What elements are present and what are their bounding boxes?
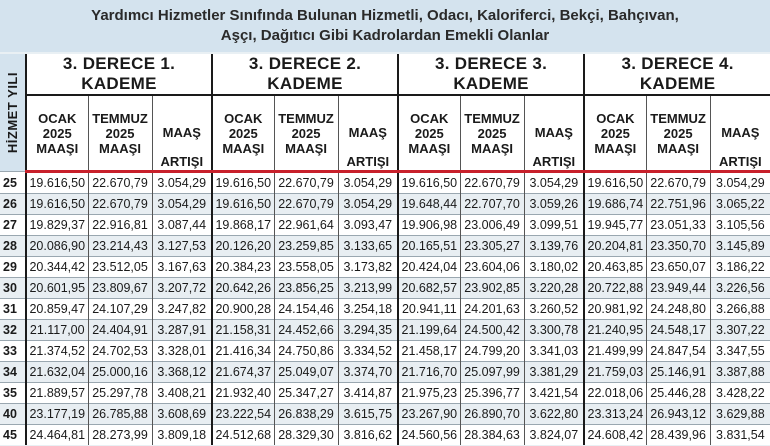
- sub-header-line: 2025: [291, 125, 321, 141]
- salary-cell-temmuz: 23.006,49: [460, 215, 524, 236]
- salary-cell-temmuz: 24.452,66: [274, 320, 338, 341]
- salary-cell-temmuz: 25.049,07: [274, 362, 338, 383]
- salary-cell-temmuz: 23.949,44: [646, 278, 710, 299]
- salary-cell-ocak: 19.945,77: [584, 215, 646, 236]
- sub-header-temmuz: [460, 95, 524, 172]
- salary-cell-artis: 3.824,07: [524, 425, 584, 446]
- salary-cell-temmuz: 24.154,46: [274, 299, 338, 320]
- salary-cell-ocak: 20.900,28: [212, 299, 274, 320]
- salary-cell-ocak: 24.512,68: [212, 425, 274, 446]
- salary-cell-ocak: 21.374,52: [26, 341, 88, 362]
- year-cell: 30: [0, 278, 26, 299]
- salary-cell-ocak: 19.906,98: [398, 215, 460, 236]
- salary-cell-temmuz: 23.512,05: [88, 257, 152, 278]
- sub-header-line: TEMMUZ: [464, 110, 520, 126]
- salary-cell-artis: 3.167,63: [152, 257, 212, 278]
- salary-cell-ocak: 20.859,47: [26, 299, 88, 320]
- salary-cell-artis: 3.054,29: [152, 172, 212, 194]
- sub-header-artis: [710, 95, 770, 172]
- salary-cell-temmuz: 24.702,53: [88, 341, 152, 362]
- sub-header-line: 2025: [477, 125, 507, 141]
- group-header-kademe-3: 3. DERECE 3. KADEME: [398, 54, 584, 95]
- salary-cell-ocak: 20.165,51: [398, 236, 460, 257]
- table-row: [0, 172, 770, 194]
- salary-cell-artis: 3.099,51: [524, 215, 584, 236]
- salary-cell-artis: 3.408,21: [152, 383, 212, 404]
- table-row: [0, 257, 770, 278]
- salary-cell-artis: 3.220,28: [524, 278, 584, 299]
- salary-cell-temmuz: 25.297,78: [88, 383, 152, 404]
- salary-cell-ocak: 23.222,54: [212, 404, 274, 425]
- salary-cell-artis: 3.213,99: [338, 278, 398, 299]
- salary-cell-artis: 3.139,76: [524, 236, 584, 257]
- salary-cell-temmuz: 25.396,77: [460, 383, 524, 404]
- sub-header-line: MAAŞI: [222, 140, 265, 156]
- salary-cell-temmuz: 22.670,79: [646, 172, 710, 194]
- salary-cell-artis: 3.368,12: [152, 362, 212, 383]
- salary-cell-artis: 3.414,87: [338, 383, 398, 404]
- salary-cell-temmuz: 23.305,27: [460, 236, 524, 257]
- sub-header-line: 2025: [663, 125, 693, 141]
- salary-cell-artis: 3.328,01: [152, 341, 212, 362]
- table-row: [0, 404, 770, 425]
- salary-cell-temmuz: 23.902,85: [460, 278, 524, 299]
- salary-cell-ocak: 21.117,00: [26, 320, 88, 341]
- salary-cell-ocak: 19.616,50: [212, 194, 274, 215]
- sub-header-line: MAAŞ: [162, 125, 201, 140]
- sub-header-line: OCAK: [38, 110, 77, 126]
- salary-cell-artis: 3.254,18: [338, 299, 398, 320]
- salary-cell-artis: 3.180,02: [524, 257, 584, 278]
- table-row: [0, 236, 770, 257]
- table-row: [0, 362, 770, 383]
- sub-header-line: TEMMUZ: [278, 110, 334, 126]
- sub-header-line: OCAK: [410, 110, 449, 126]
- salary-cell-ocak: 20.204,81: [584, 236, 646, 257]
- salary-cell-temmuz: 22.670,79: [460, 172, 524, 194]
- salary-cell-artis: 3.054,29: [152, 194, 212, 215]
- salary-cell-artis: 3.093,47: [338, 215, 398, 236]
- year-cell: 29: [0, 257, 26, 278]
- table-body: [0, 172, 770, 446]
- salary-cell-artis: 3.054,29: [338, 172, 398, 194]
- year-cell: 45: [0, 425, 26, 446]
- salary-cell-temmuz: 23.214,43: [88, 236, 152, 257]
- salary-cell-temmuz: 24.201,63: [460, 299, 524, 320]
- salary-cell-ocak: 19.616,50: [584, 172, 646, 194]
- sub-header-line: MAAŞ: [721, 125, 760, 140]
- salary-cell-temmuz: 23.604,06: [460, 257, 524, 278]
- salary-cell-temmuz: 23.558,05: [274, 257, 338, 278]
- salary-cell-temmuz: 24.548,17: [646, 320, 710, 341]
- salary-cell-artis: 3.307,22: [710, 320, 770, 341]
- table-row: [0, 341, 770, 362]
- salary-cell-temmuz: 24.750,86: [274, 341, 338, 362]
- group-header-row: [0, 54, 770, 95]
- salary-cell-artis: 3.294,35: [338, 320, 398, 341]
- salary-cell-temmuz: 25.446,28: [646, 383, 710, 404]
- salary-cell-ocak: 19.648,44: [398, 194, 460, 215]
- sub-header-ocak: [26, 95, 88, 172]
- salary-cell-artis: 3.287,91: [152, 320, 212, 341]
- salary-cell-ocak: 21.889,57: [26, 383, 88, 404]
- salary-cell-ocak: 21.199,64: [398, 320, 460, 341]
- sub-header-line: TEMMUZ: [92, 110, 148, 126]
- sub-header-line: ARTIŞI: [719, 154, 762, 169]
- salary-cell-temmuz: 22.707,70: [460, 194, 524, 215]
- year-column-header: [0, 54, 26, 172]
- salary-cell-ocak: 23.177,19: [26, 404, 88, 425]
- sub-header-line: 2025: [228, 125, 258, 141]
- table-row: [0, 299, 770, 320]
- sub-header-artis: [152, 95, 212, 172]
- salary-cell-ocak: 21.416,34: [212, 341, 274, 362]
- salary-cell-artis: 3.816,62: [338, 425, 398, 446]
- table-row: [0, 215, 770, 236]
- sub-header-ocak: [398, 95, 460, 172]
- sub-header-line: 2025: [600, 125, 630, 141]
- salary-cell-temmuz: 24.500,42: [460, 320, 524, 341]
- title-block: [0, 0, 770, 52]
- salary-cell-temmuz: 22.961,64: [274, 215, 338, 236]
- salary-cell-artis: 3.054,29: [524, 172, 584, 194]
- sub-header-line: OCAK: [596, 110, 635, 126]
- salary-cell-temmuz: 23.259,85: [274, 236, 338, 257]
- sub-header-line: MAAŞI: [657, 140, 700, 156]
- salary-cell-temmuz: 23.809,67: [88, 278, 152, 299]
- table-row: [0, 194, 770, 215]
- salary-cell-temmuz: 24.847,54: [646, 341, 710, 362]
- salary-cell-temmuz: 26.890,70: [460, 404, 524, 425]
- sub-header-line: MAAŞ: [348, 125, 387, 140]
- sub-header-ocak: [584, 95, 646, 172]
- salary-cell-temmuz: 28.439,96: [646, 425, 710, 446]
- salary-cell-ocak: 19.686,74: [584, 194, 646, 215]
- year-cell: 35: [0, 383, 26, 404]
- salary-cell-temmuz: 22.670,79: [274, 172, 338, 194]
- salary-cell-artis: 3.173,82: [338, 257, 398, 278]
- salary-cell-ocak: 21.158,31: [212, 320, 274, 341]
- salary-cell-artis: 3.059,26: [524, 194, 584, 215]
- salary-cell-temmuz: 25.146,91: [646, 362, 710, 383]
- salary-cell-artis: 3.421,54: [524, 383, 584, 404]
- salary-cell-ocak: 20.463,85: [584, 257, 646, 278]
- sub-header-line: 2025: [105, 125, 135, 141]
- salary-cell-ocak: 19.616,50: [212, 172, 274, 194]
- salary-cell-ocak: 23.313,24: [584, 404, 646, 425]
- salary-cell-artis: 3.247,82: [152, 299, 212, 320]
- salary-cell-ocak: 19.616,50: [26, 194, 88, 215]
- salary-cell-artis: 3.334,52: [338, 341, 398, 362]
- sub-header-line: MAAŞI: [471, 140, 513, 156]
- salary-cell-artis: 3.341,03: [524, 341, 584, 362]
- salary-cell-temmuz: 26.785,88: [88, 404, 152, 425]
- salary-cell-ocak: 22.018,06: [584, 383, 646, 404]
- sub-header-temmuz: [274, 95, 338, 172]
- salary-cell-temmuz: 26.838,29: [274, 404, 338, 425]
- salary-cell-temmuz: 23.051,33: [646, 215, 710, 236]
- salary-cell-ocak: 24.560,56: [398, 425, 460, 446]
- sub-header-line: 2025: [414, 125, 444, 141]
- salary-cell-temmuz: 24.404,91: [88, 320, 152, 341]
- salary-cell-ocak: 20.384,23: [212, 257, 274, 278]
- salary-cell-temmuz: 28.329,30: [274, 425, 338, 446]
- salary-cell-artis: 3.105,56: [710, 215, 770, 236]
- year-cell: 27: [0, 215, 26, 236]
- group-header-kademe-1: 3. DERECE 1. KADEME: [26, 54, 212, 95]
- salary-cell-temmuz: 24.107,29: [88, 299, 152, 320]
- salary-cell-ocak: 21.240,95: [584, 320, 646, 341]
- sub-header-line: MAAŞI: [594, 140, 637, 156]
- salary-cell-artis: 3.065,22: [710, 194, 770, 215]
- salary-cell-artis: 3.054,29: [338, 194, 398, 215]
- salary-cell-temmuz: 26.943,12: [646, 404, 710, 425]
- table-row: [0, 425, 770, 446]
- salary-cell-artis: 3.629,88: [710, 404, 770, 425]
- salary-cell-ocak: 20.941,11: [398, 299, 460, 320]
- salary-cell-artis: 3.622,80: [524, 404, 584, 425]
- year-cell: 31: [0, 299, 26, 320]
- salary-cell-ocak: 19.616,50: [26, 172, 88, 194]
- sub-header-line: ARTIŞI: [160, 154, 204, 169]
- salary-cell-temmuz: 24.248,80: [646, 299, 710, 320]
- salary-cell-temmuz: 28.273,99: [88, 425, 152, 446]
- salary-cell-temmuz: 22.670,79: [274, 194, 338, 215]
- table-row: [0, 320, 770, 341]
- salary-cell-artis: 3.207,72: [152, 278, 212, 299]
- salary-cell-artis: 3.374,70: [338, 362, 398, 383]
- salary-cell-artis: 3.145,89: [710, 236, 770, 257]
- salary-cell-artis: 3.226,56: [710, 278, 770, 299]
- salary-cell-ocak: 19.616,50: [398, 172, 460, 194]
- salary-cell-ocak: 21.632,04: [26, 362, 88, 383]
- sub-header-artis: [524, 95, 584, 172]
- sub-header-artis: [338, 95, 398, 172]
- sub-header-line: MAAŞI: [285, 140, 327, 156]
- salary-cell-temmuz: 23.856,25: [274, 278, 338, 299]
- salary-cell-artis: 3.809,18: [152, 425, 212, 446]
- salary-cell-ocak: 21.716,70: [398, 362, 460, 383]
- salary-cell-ocak: 20.344,42: [26, 257, 88, 278]
- salary-cell-temmuz: 22.916,81: [88, 215, 152, 236]
- salary-cell-artis: 3.428,22: [710, 383, 770, 404]
- salary-cell-temmuz: 24.799,20: [460, 341, 524, 362]
- sub-header-line: MAAŞI: [99, 140, 141, 156]
- sub-header-line: ARTIŞI: [532, 154, 576, 169]
- sub-header-ocak: [212, 95, 274, 172]
- salary-cell-artis: 3.387,88: [710, 362, 770, 383]
- salary-cell-temmuz: 25.000,16: [88, 362, 152, 383]
- sub-header-temmuz: [88, 95, 152, 172]
- salary-cell-temmuz: 28.384,63: [460, 425, 524, 446]
- table-row: [0, 383, 770, 404]
- salary-cell-temmuz: 22.670,79: [88, 194, 152, 215]
- sub-header-line: OCAK: [224, 110, 263, 126]
- salary-cell-ocak: 21.499,99: [584, 341, 646, 362]
- salary-cell-ocak: 20.086,90: [26, 236, 88, 257]
- salary-cell-ocak: 24.464,81: [26, 425, 88, 446]
- salary-cell-artis: 3.347,55: [710, 341, 770, 362]
- salary-cell-temmuz: 25.097,99: [460, 362, 524, 383]
- year-cell: 32: [0, 320, 26, 341]
- salary-cell-ocak: 20.682,57: [398, 278, 460, 299]
- salary-cell-ocak: 20.981,92: [584, 299, 646, 320]
- salary-cell-artis: 3.133,65: [338, 236, 398, 257]
- salary-cell-artis: 3.381,29: [524, 362, 584, 383]
- salary-cell-ocak: 21.458,17: [398, 341, 460, 362]
- salary-cell-temmuz: 22.670,79: [88, 172, 152, 194]
- year-cell: 25: [0, 172, 26, 194]
- group-header-kademe-2: 3. DERECE 2. KADEME: [212, 54, 398, 95]
- sub-header-line: MAAŞI: [36, 140, 79, 156]
- year-cell: 33: [0, 341, 26, 362]
- title-line-2: Aşçı, Dağıtıcı Gibi Kadrolardan Emekli Olanlar: [220, 27, 550, 44]
- year-header-label: HİZMET YILI: [5, 71, 20, 154]
- year-cell: 34: [0, 362, 26, 383]
- title-line-1: Yardımcı Hizmetler Sınıfında Bulunan Hizmetli, Odacı, Kaloriferci, Bekçi, Bahçıvan,: [91, 7, 679, 24]
- salary-cell-ocak: 20.424,04: [398, 257, 460, 278]
- sub-header-line: TEMMUZ: [650, 110, 706, 126]
- salary-cell-artis: 3.054,29: [710, 172, 770, 194]
- salary-cell-temmuz: 23.650,07: [646, 257, 710, 278]
- salary-cell-artis: 3.831,54: [710, 425, 770, 446]
- salary-cell-temmuz: 22.751,96: [646, 194, 710, 215]
- salary-cell-artis: 3.266,88: [710, 299, 770, 320]
- salary-cell-ocak: 19.829,37: [26, 215, 88, 236]
- sub-header-line: ARTIŞI: [346, 154, 390, 169]
- year-cell: 26: [0, 194, 26, 215]
- salary-cell-ocak: 21.932,40: [212, 383, 274, 404]
- salary-cell-ocak: 19.868,17: [212, 215, 274, 236]
- sub-header-line: MAAŞI: [408, 140, 451, 156]
- salary-cell-artis: 3.127,53: [152, 236, 212, 257]
- salary-cell-artis: 3.300,78: [524, 320, 584, 341]
- salary-cell-artis: 3.608,69: [152, 404, 212, 425]
- salary-cell-ocak: 21.975,23: [398, 383, 460, 404]
- salary-cell-temmuz: 23.350,70: [646, 236, 710, 257]
- salary-cell-ocak: 24.608,42: [584, 425, 646, 446]
- sub-header-line: MAAŞ: [534, 125, 573, 140]
- salary-cell-ocak: 20.642,26: [212, 278, 274, 299]
- salary-cell-temmuz: 25.347,27: [274, 383, 338, 404]
- table-row: [0, 278, 770, 299]
- salary-cell-ocak: 21.759,03: [584, 362, 646, 383]
- sub-header-line: 2025: [42, 125, 72, 141]
- salary-cell-ocak: 21.674,37: [212, 362, 274, 383]
- year-cell: 40: [0, 404, 26, 425]
- salary-table: [0, 54, 770, 445]
- salary-cell-artis: 3.615,75: [338, 404, 398, 425]
- year-cell: 28: [0, 236, 26, 257]
- salary-cell-ocak: 20.126,20: [212, 236, 274, 257]
- salary-cell-artis: 3.260,52: [524, 299, 584, 320]
- sub-header-row: [0, 95, 770, 172]
- group-header-kademe-4: 3. DERECE 4. KADEME: [584, 54, 770, 95]
- salary-cell-artis: 3.087,44: [152, 215, 212, 236]
- salary-cell-ocak: 20.601,95: [26, 278, 88, 299]
- salary-cell-ocak: 23.267,90: [398, 404, 460, 425]
- sub-header-temmuz: [646, 95, 710, 172]
- salary-cell-artis: 3.186,22: [710, 257, 770, 278]
- salary-cell-ocak: 20.722,88: [584, 278, 646, 299]
